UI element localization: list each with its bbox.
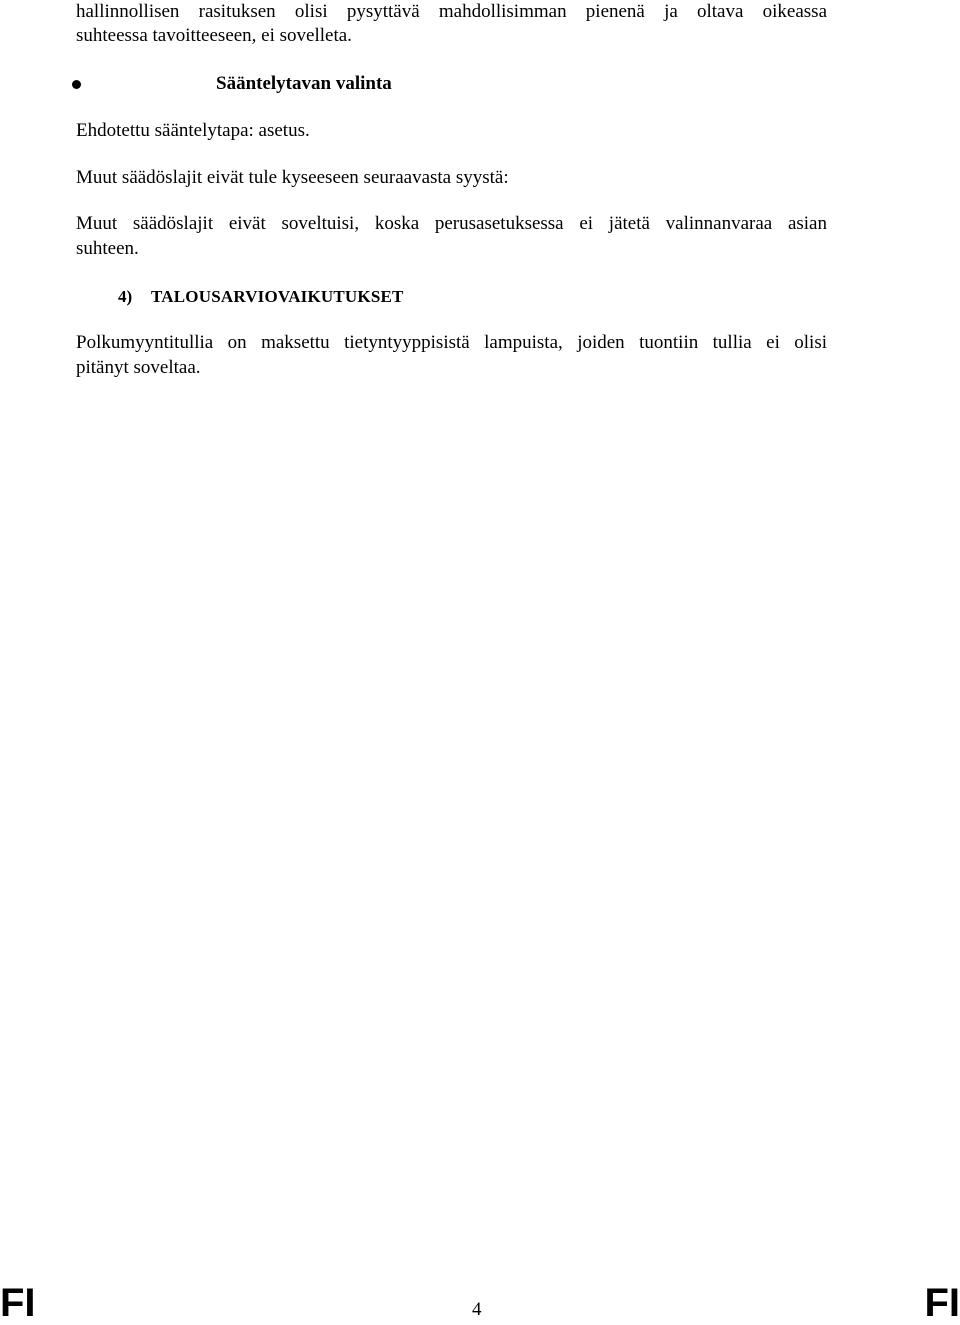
other-instruments-intro: Muut säädöslajit eivät tule kyseeseen seuraavasta syystä: — [76, 167, 509, 188]
subheading: Sääntelytavan valinta — [216, 73, 392, 94]
proposed-regulation-text: Ehdotettu sääntelytapa: asetus. — [76, 120, 310, 141]
bullet-icon — [72, 80, 81, 89]
page-number: 4 — [472, 1299, 482, 1320]
paragraph-line: Polkumyyntitullia on maksettu tietyntyyppisistä lampuista, joiden tuontiin tullia ei olisi — [76, 332, 827, 353]
paragraph-line: suhteen. — [76, 238, 139, 259]
section-number: 4) — [118, 287, 133, 306]
section-heading: TALOUSARVIOVAIKUTUKSET — [151, 287, 404, 306]
footer-language-code-right: FI — [924, 1281, 960, 1325]
footer-language-code-left: FI — [0, 1281, 36, 1325]
paragraph-line: hallinnollisen rasituksen olisi pysyttävä mahdollisimman pienenä ja oltava oikeassa — [76, 1, 827, 22]
paragraph-line: Muut säädöslajit eivät soveltuisi, koska perusasetuksessa ei jätetä valinnanvaraa asian — [76, 213, 827, 234]
paragraph-line: pitänyt soveltaa. — [76, 357, 201, 378]
paragraph-line: suhteessa tavoitteeseen, ei sovelleta. — [76, 25, 352, 46]
